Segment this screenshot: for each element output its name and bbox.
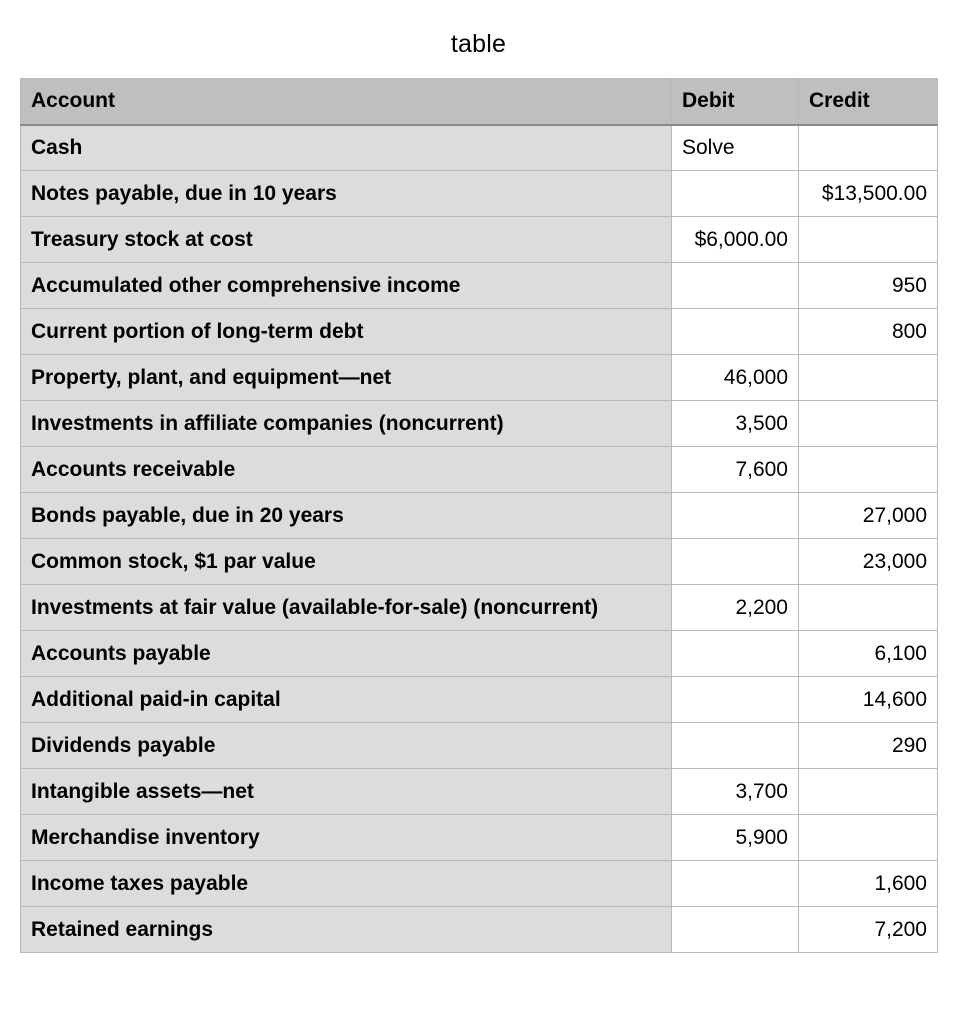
- debit-cell[interactable]: 3,700: [672, 769, 799, 815]
- table-row: [21, 723, 938, 769]
- debit-cell[interactable]: [672, 171, 799, 217]
- account-cell: Current portion of long-term debt: [21, 309, 672, 355]
- credit-cell[interactable]: 7,200: [799, 907, 938, 953]
- table-row: [21, 493, 938, 539]
- account-cell: Property, plant, and equipment—net: [21, 355, 672, 401]
- table-row: [21, 125, 938, 171]
- table-row: [21, 907, 938, 953]
- credit-cell[interactable]: 6,100: [799, 631, 938, 677]
- account-cell: Intangible assets—net: [21, 769, 672, 815]
- account-cell: Accounts receivable: [21, 447, 672, 493]
- column-header-account: Account: [21, 79, 672, 125]
- column-header-credit: Credit: [799, 79, 938, 125]
- credit-cell[interactable]: [799, 125, 938, 171]
- credit-cell[interactable]: [799, 355, 938, 401]
- table-title: table: [450, 30, 507, 58]
- account-cell: Common stock, $1 par value: [21, 539, 672, 585]
- debit-cell[interactable]: 46,000: [672, 355, 799, 401]
- header-row: [21, 79, 938, 125]
- debit-cell[interactable]: [672, 631, 799, 677]
- credit-cell[interactable]: 1,600: [799, 861, 938, 907]
- table-row: [21, 309, 938, 355]
- debit-cell[interactable]: 2,200: [672, 585, 799, 631]
- account-cell: Notes payable, due in 10 years: [21, 171, 672, 217]
- debit-cell[interactable]: [672, 677, 799, 723]
- column-header-debit: Debit: [672, 79, 799, 125]
- table-row: [21, 171, 938, 217]
- debit-cell[interactable]: [672, 861, 799, 907]
- credit-cell[interactable]: [799, 815, 938, 861]
- account-cell: Investments in affiliate companies (noncurrent): [21, 401, 672, 447]
- debit-cell[interactable]: [672, 263, 799, 309]
- table-row: [21, 217, 938, 263]
- credit-cell[interactable]: [799, 769, 938, 815]
- debit-cell[interactable]: [672, 539, 799, 585]
- credit-cell[interactable]: 23,000: [799, 539, 938, 585]
- table-row: [21, 585, 938, 631]
- credit-cell[interactable]: $13,500.00: [799, 171, 938, 217]
- credit-cell[interactable]: 14,600: [799, 677, 938, 723]
- credit-cell[interactable]: 290: [799, 723, 938, 769]
- table-row: [21, 539, 938, 585]
- credit-cell[interactable]: [799, 401, 938, 447]
- account-cell: Merchandise inventory: [21, 815, 672, 861]
- table-row: [21, 861, 938, 907]
- table-row: [21, 631, 938, 677]
- credit-cell[interactable]: 950: [799, 263, 938, 309]
- table-row: [21, 769, 938, 815]
- account-cell: Accumulated other comprehensive income: [21, 263, 672, 309]
- debit-cell[interactable]: $6,000.00: [672, 217, 799, 263]
- credit-cell[interactable]: 800: [799, 309, 938, 355]
- account-cell: Dividends payable: [21, 723, 672, 769]
- table-row: [21, 263, 938, 309]
- debit-cell[interactable]: 5,900: [672, 815, 799, 861]
- debit-cell[interactable]: 7,600: [672, 447, 799, 493]
- ledger-table: [20, 78, 938, 953]
- table-row: [21, 815, 938, 861]
- debit-cell[interactable]: [672, 493, 799, 539]
- account-cell: Accounts payable: [21, 631, 672, 677]
- account-cell: Bonds payable, due in 20 years: [21, 493, 672, 539]
- account-cell: Income taxes payable: [21, 861, 672, 907]
- debit-cell[interactable]: [672, 309, 799, 355]
- credit-cell[interactable]: [799, 585, 938, 631]
- table-row: [21, 677, 938, 723]
- debit-cell[interactable]: 3,500: [672, 401, 799, 447]
- table-row: [21, 401, 938, 447]
- debit-cell[interactable]: Solve: [672, 125, 799, 171]
- table-row: [21, 355, 938, 401]
- account-cell: Treasury stock at cost: [21, 217, 672, 263]
- credit-cell[interactable]: 27,000: [799, 493, 938, 539]
- debit-cell[interactable]: [672, 723, 799, 769]
- account-cell: Retained earnings: [21, 907, 672, 953]
- account-cell: Cash: [21, 125, 672, 171]
- table-row: [21, 447, 938, 493]
- account-cell: Investments at fair value (available-for-sale) (noncurrent): [21, 585, 672, 631]
- account-cell: Additional paid-in capital: [21, 677, 672, 723]
- credit-cell[interactable]: [799, 217, 938, 263]
- debit-cell[interactable]: [672, 907, 799, 953]
- credit-cell[interactable]: [799, 447, 938, 493]
